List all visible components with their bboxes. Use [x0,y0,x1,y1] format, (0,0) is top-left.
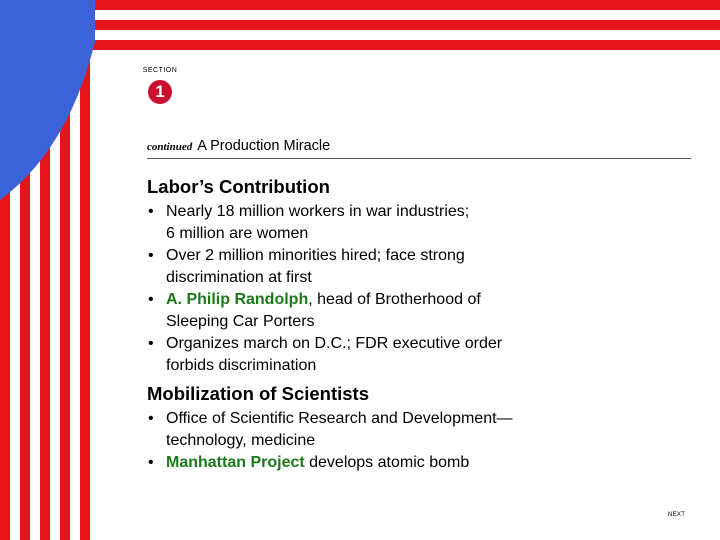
bullet-text: Office of Scientific Research and Development— [166,410,513,427]
bullet-list [147,408,707,474]
top-stripe [0,0,720,10]
bullet-text: discrimination at first [166,269,312,286]
section-indicator [136,67,184,104]
subtitle-title: A Production Miracle [197,138,331,154]
top-stripe [0,40,720,50]
bullet-text: Nearly 18 million workers in war industries; [166,203,470,220]
section-heading: Mobilization of Scientists [147,383,370,404]
bullet-text: technology, medicine [166,432,316,449]
bullet-text: develops atomic bomb [304,454,470,471]
bullet-item [147,245,707,289]
slide-content [147,176,707,480]
bullet-text: Over 2 million minorities hired; face strong [166,247,465,264]
slide-subtitle [147,138,691,159]
highlighted-term: A. Philip Randolph [166,291,309,308]
bullet-list [147,201,707,377]
highlighted-term: Manhattan Project [166,454,305,471]
section-label: SECTION [142,67,178,74]
section-number-badge: 1 [148,80,172,104]
bullet-item [147,289,707,333]
bullet-text: forbids discrimination [166,357,317,374]
bullet-item [147,452,707,474]
bullet-item [147,408,707,452]
bullet-text: Sleeping Car Porters [166,313,315,330]
top-stripe [0,20,720,30]
bullet-item [147,201,707,245]
bullet-text: Organizes march on D.C.; FDR executive order [166,335,503,352]
bullet-text: 6 million are women [166,225,309,242]
section-heading: Labor’s Contribution [147,176,330,197]
continued-label: continued [147,141,193,153]
bullet-item [147,333,707,377]
bullet-text: , head of Brotherhood of [308,291,481,308]
next-button[interactable]: NEXT [668,512,686,518]
